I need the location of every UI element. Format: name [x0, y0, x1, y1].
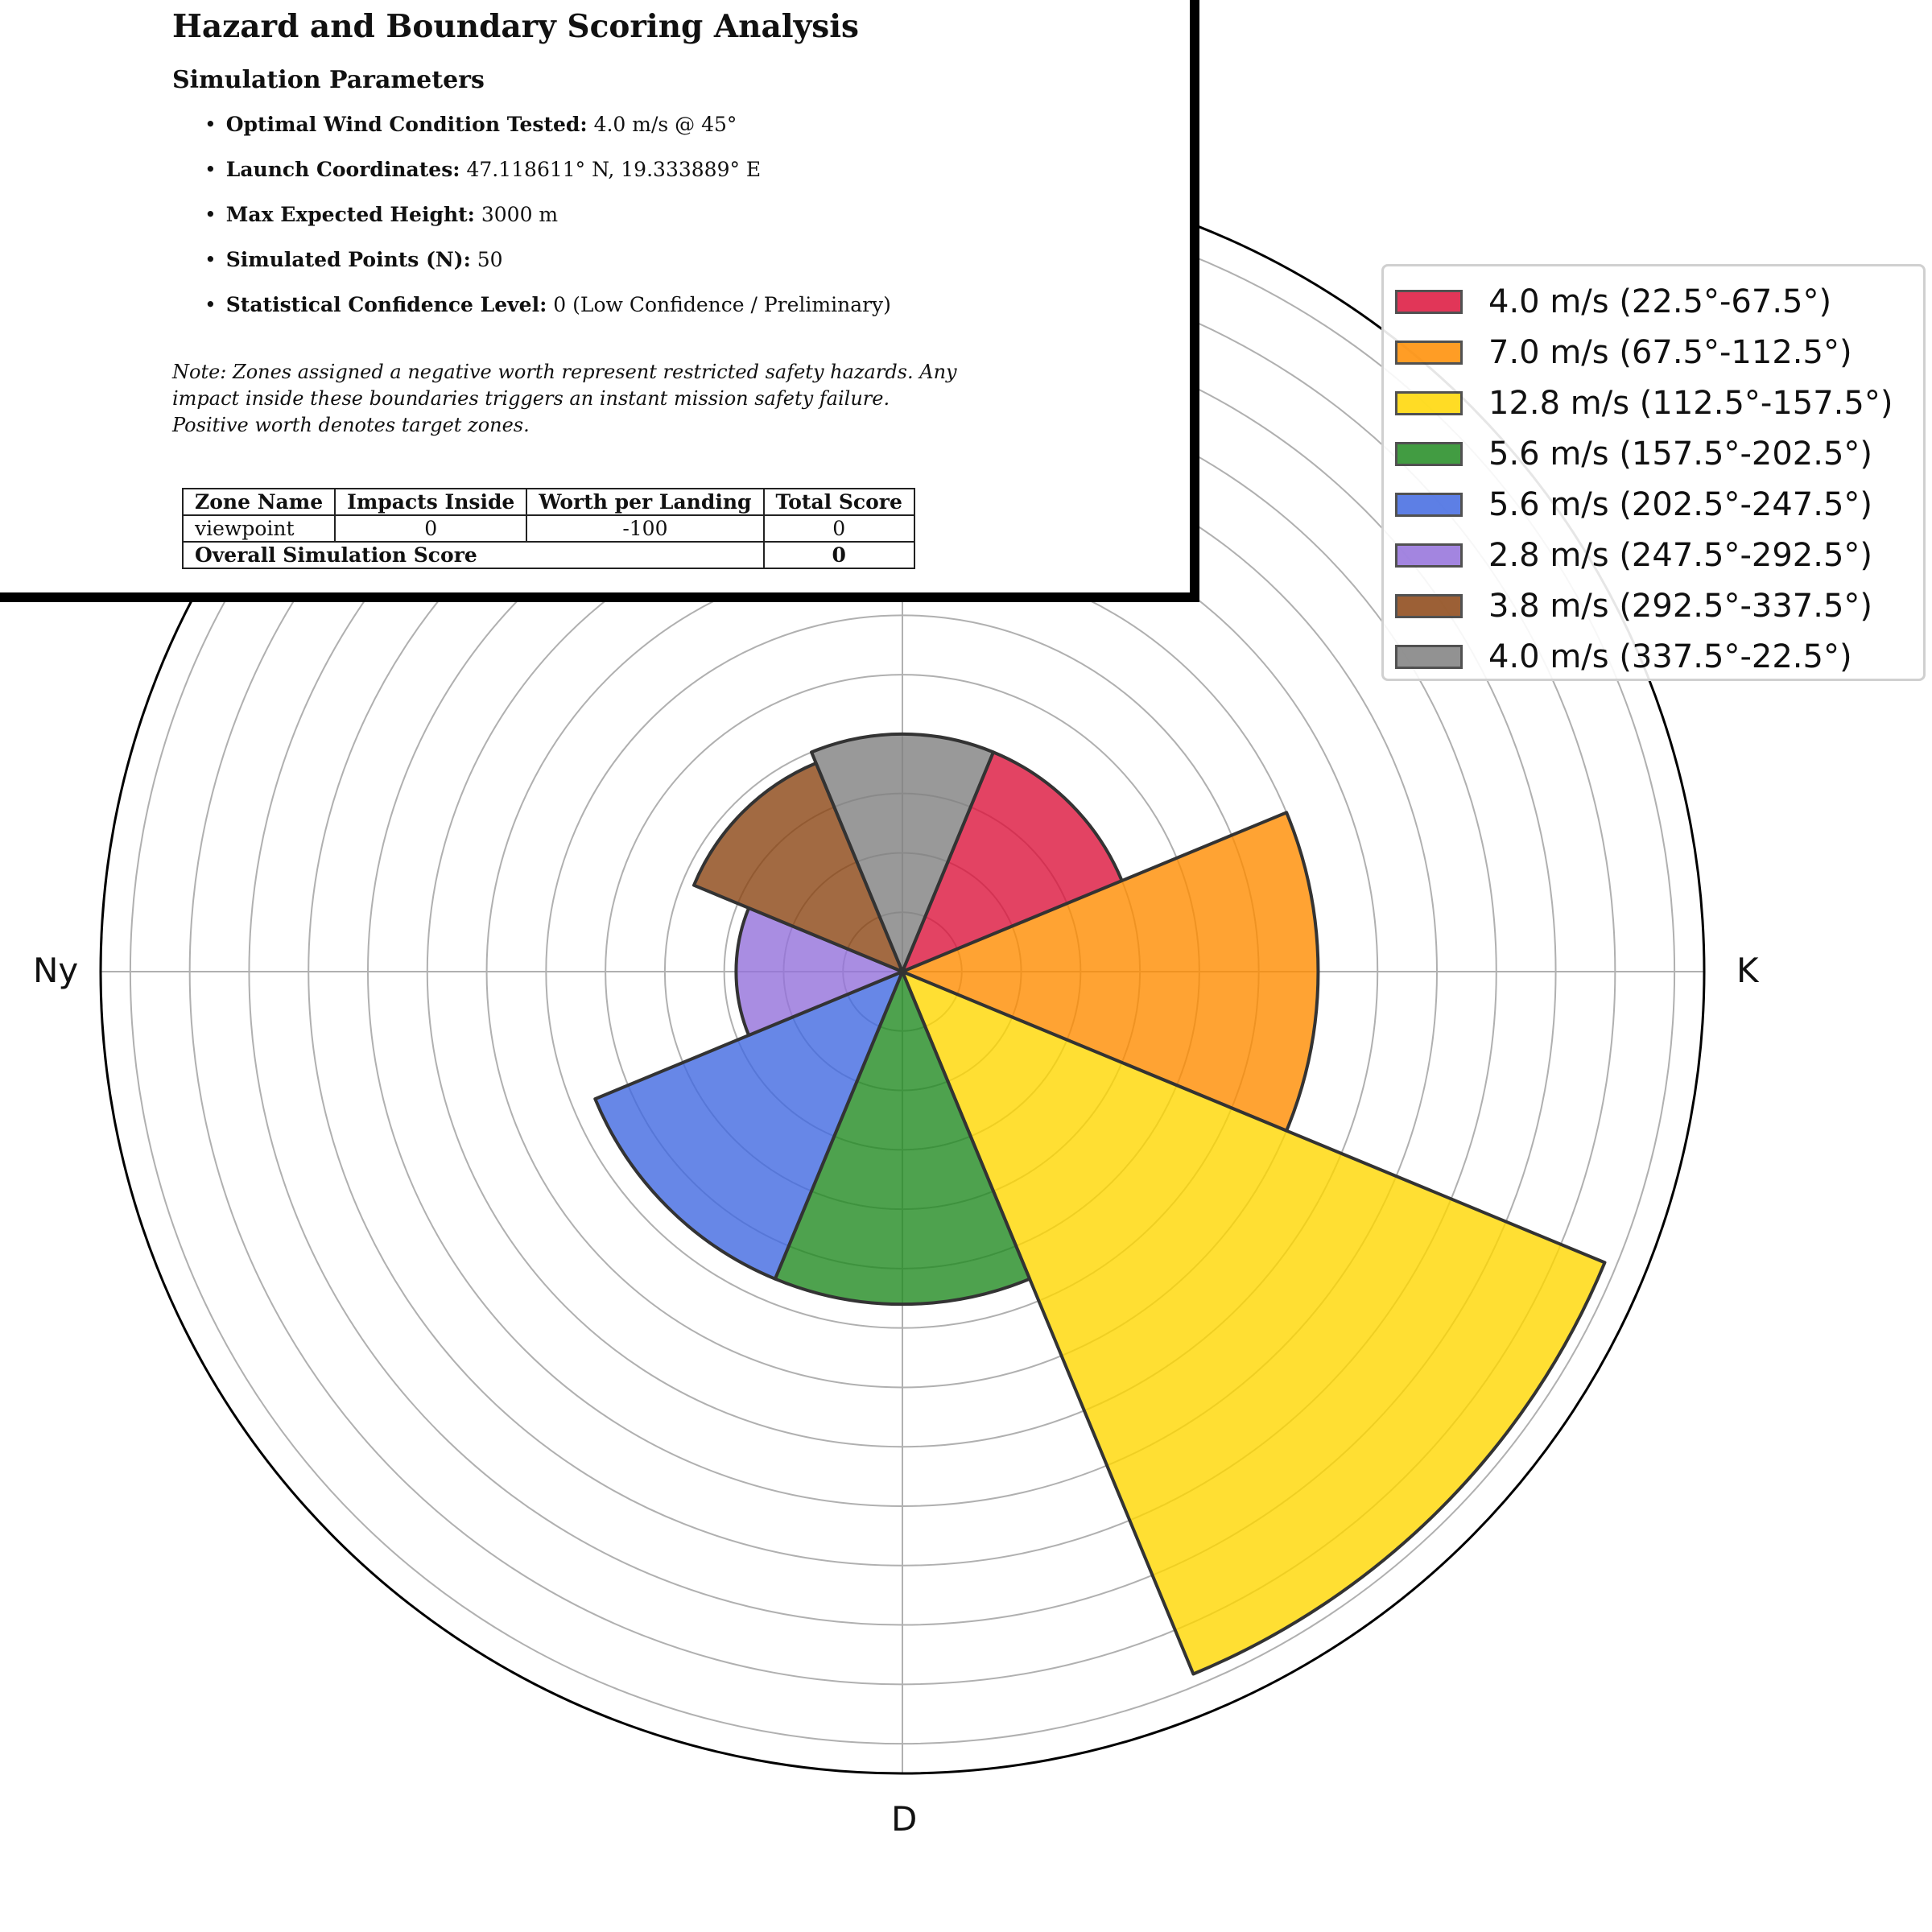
legend-swatch	[1395, 442, 1463, 466]
score-table	[182, 488, 915, 569]
column-header: Total Score	[764, 489, 914, 515]
legend-label: 4.0 m/s (337.5°-22.5°)	[1488, 638, 1852, 675]
legend-label: 4.0 m/s (22.5°-67.5°)	[1488, 283, 1832, 320]
report-panel	[0, 0, 1199, 602]
legend-item	[1395, 481, 1872, 529]
column-header: Zone Name	[183, 489, 335, 515]
legend-swatch	[1395, 594, 1463, 618]
param-key: Optimal Wind Condition Tested:	[225, 113, 588, 136]
legend-item	[1395, 328, 1852, 377]
param-value: 50	[477, 248, 503, 271]
legend-item	[1395, 278, 1831, 326]
legend-label: 3.8 m/s (292.5°-337.5°)	[1488, 588, 1872, 625]
legend-label: 2.8 m/s (247.5°-292.5°)	[1488, 537, 1872, 574]
param-value: 4.0 m/s @ 45°	[593, 113, 737, 136]
legend-item	[1395, 531, 1872, 580]
legend-swatch	[1395, 290, 1463, 314]
legend-swatch	[1395, 341, 1463, 365]
zone-name-cell: viewpoint	[183, 515, 335, 542]
param-item	[204, 288, 891, 333]
column-header: Impacts Inside	[335, 489, 526, 515]
hazard-note: Note: Zones assigned a negative worth represent restricted safety hazards. Any impact inside these boundaries triggers an instant mission safety failure. Positive worth denotes target zones.	[172, 361, 957, 436]
report-title: Hazard and Boundary Scoring Analysis	[172, 8, 859, 45]
param-item	[204, 153, 891, 198]
param-key: Max Expected Height:	[225, 203, 475, 226]
wind-sectors	[595, 734, 1604, 1674]
total-score-cell: 0	[764, 515, 914, 542]
table-row	[183, 515, 914, 542]
direction-label-east: K	[1736, 951, 1759, 990]
legend-label: 7.0 m/s (67.5°-112.5°)	[1488, 334, 1852, 371]
table-header-row	[183, 489, 914, 515]
section-heading: Simulation Parameters	[172, 66, 485, 94]
legend-item	[1395, 633, 1852, 681]
param-key: Simulated Points (N):	[225, 248, 471, 271]
param-item	[204, 243, 891, 288]
overall-score-value: 0	[764, 542, 914, 568]
param-item	[204, 108, 891, 153]
direction-label-south: D	[891, 1799, 918, 1839]
legend-item	[1395, 379, 1893, 427]
impacts-cell: 0	[335, 515, 526, 542]
parameter-list	[204, 108, 891, 333]
worth-cell: -100	[526, 515, 763, 542]
param-key: Statistical Confidence Level:	[225, 293, 547, 316]
param-value: 3000 m	[481, 203, 559, 226]
direction-label-west: Ny	[33, 951, 79, 990]
param-value: 0 (Low Confidence / Preliminary)	[553, 293, 891, 316]
total-row	[183, 542, 914, 568]
legend-item	[1395, 582, 1872, 630]
overall-score-label: Overall Simulation Score	[183, 542, 764, 568]
legend-swatch	[1395, 493, 1463, 517]
param-key: Launch Coordinates:	[225, 158, 460, 181]
column-header: Worth per Landing	[526, 489, 763, 515]
legend-label: 12.8 m/s (112.5°-157.5°)	[1488, 385, 1893, 422]
legend-swatch	[1395, 391, 1463, 415]
legend-label: 5.6 m/s (157.5°-202.5°)	[1488, 436, 1872, 473]
chart-legend	[1381, 264, 1926, 681]
legend-swatch	[1395, 543, 1463, 568]
legend-swatch	[1395, 645, 1463, 669]
legend-label: 5.6 m/s (202.5°-247.5°)	[1488, 486, 1872, 523]
legend-item	[1395, 430, 1872, 478]
param-value: 47.118611° N, 19.333889° E	[466, 158, 762, 181]
param-item	[204, 198, 891, 243]
